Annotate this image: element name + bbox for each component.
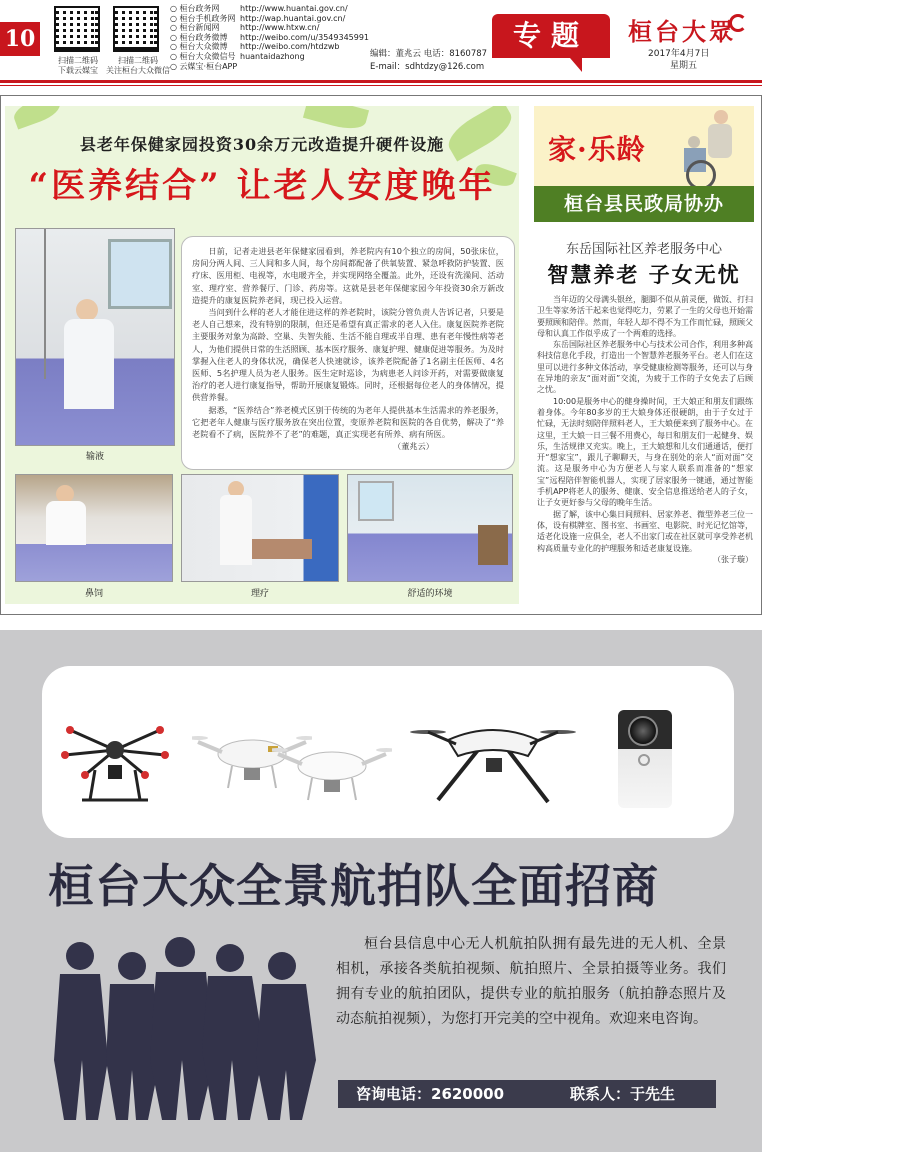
article-kicker: 县老年保健家园投资30余万元改造提升硬件设施 — [79, 135, 445, 154]
article-paragraph: 当年迈的父母满头银丝，腿脚不似从前灵便，做饭、打扫卫生等家务活干起来也觉得吃力，劳累了一生的父母也开始需要照顾和陪伴。然而，年轻人却不得不为工作而忙碌，照顾父母和认真工作似乎成了一个两难的选择。 — [537, 295, 753, 338]
section-topic-tab: 专题 — [492, 14, 610, 58]
link-row[interactable]: ○ 桓台手机政务网 http://wap.huantai.gov.cn/ — [170, 14, 369, 24]
link-row[interactable]: ○ 桓台大众微博 http://weibo.com/htdzwb — [170, 42, 369, 52]
newspaper-logo-icon — [729, 14, 747, 32]
right-article-headline: 智慧养老 子女无忧 — [547, 263, 741, 287]
contact-bar — [338, 1080, 716, 1108]
date-text: 2017年4月7日 — [648, 49, 710, 59]
qr-caption-wechat: 扫描二维码 关注桓台大众微信 — [106, 56, 170, 75]
photo-environment — [347, 474, 513, 582]
transforming-drone-icon — [408, 710, 578, 820]
team-silhouettes-icon — [50, 930, 320, 1130]
site-links — [170, 4, 369, 71]
article-paragraph: 当问到什么样的老人才能住进这样的养老院时，该院分管负责人告诉记者，只要是老人自己想来，没有特别的限制，但还是希望有真正需求的老人入住。康复医院养老院主要服务对象为高龄、空巢、失智失能、生活不能自理或半自理、患有老年慢性病等老人，为他们提供日常的生活照顾、基本医疗服务、康复护理、健康促进等服务。为及时掌握入住老人的身体状况，确保老人快速就诊，该养老院配备了1名副主任医师、4名医师、5名护理人员为老人服务。医生定时巡诊，为病患老人问诊开药，对需要做康复治疗的老人进行康复指导，帮助开展康复锻炼。同时，还根据每位老人的身体情况，提供营养餐。 — [192, 307, 504, 403]
page-header — [0, 0, 762, 92]
hexacopter-drone-icon — [60, 710, 170, 810]
wheelchair-illustration — [684, 110, 748, 186]
leaf-decoration — [11, 106, 64, 130]
article-paragraph: 东岳国际社区养老服务中心与技术公司合作，利用多种高科技信息化手段，打造出一个智慧养老服务平台。老人们在这里可以进行多种文体活动，享受健康检测等服务，还可以与身在异地的亲友“面对面”交流，为疲于工作的子女免去了后顾之忧。 — [537, 340, 753, 395]
link-row[interactable]: ○ 云媒宝·桓台APP — [170, 62, 369, 72]
article-paragraph: 日前，记者走进县老年保健家园看到，养老院内有10个独立的房间，50张床位，房间分两人间、三人间和多人间，每个房间都配备了供氧装置、紧急呼救防护装置、医疗床、医用柜、电视等，水电暖齐全，并实现网络全覆盖。此外，还设有洗澡间、活动室、理疗室、营养餐厅、门诊、药房等。这就是县老年保健家园今年投资30余万新改造提升的康复医院养老间，现已投入运营。 — [192, 246, 504, 305]
contact-person: 联系人：于先生 — [570, 1085, 676, 1103]
ad-body-text: 桓台县信息中心无人机航拍队拥有最先进的无人机、全景相机，承接各类航拍视频、航拍照片、全景拍摄等业务。我们拥有专业的航拍团队，提供专业的航拍服务（航拍静态照片及动态航拍视频），为您打开完美的空中视角。欢迎来电咨询。 — [336, 936, 726, 1027]
article-headline: “医养结合” 让老人安度晚年 — [28, 166, 496, 206]
ad-headline: 桓台大众全景航拍队全面招商 — [48, 859, 659, 913]
product-showcase — [42, 666, 734, 838]
newspaper-masthead: 桓台大眾 — [628, 17, 736, 46]
editor-info — [370, 48, 487, 74]
link-row[interactable]: ○ 桓台政务微博 http://weibo.com/u/3549345991 — [170, 33, 369, 43]
photo-infusion — [15, 228, 175, 446]
column-banner-title: 家·乐龄 — [548, 133, 646, 166]
link-row[interactable]: ○ 桓台政务网 http://www.huantai.gov.cn/ — [170, 4, 369, 14]
right-article-kicker: 东岳国际社区养老服务中心 — [565, 242, 722, 257]
editor-line: 编辑：董兆云 电话：8160787 — [370, 49, 488, 59]
leaf-decoration — [303, 106, 369, 134]
qr-code-wechat — [113, 6, 159, 52]
advertisement — [0, 630, 762, 1152]
article-paragraph: 据悉，“医养结合”养老模式区别于传统的为老年人提供基本生活需求的养老服务，它把老年人健康与医疗服务放在突出位置，变原养老院和医院的各自优势，解决了“养老院看不了病，医院养不了老”的难题，真正实现老有所养、病有所医。 — [192, 404, 504, 440]
panoramic-camera-icon — [618, 710, 672, 808]
article-byline: （张子璇） — [713, 554, 753, 564]
article-paragraph: 据了解，该中心集日间照料、居家养老、微型养老三位一体，设有棋牌室、图书室、书画室、电影院、时光记忆馆等，适老化设施一应俱全，老人不出家门或在社区就可享受养老机构高质量专业化的护理服务和适老康复设施。 — [537, 509, 753, 553]
link-row[interactable]: ○ 桓台大众微信号 huantaidazhong — [170, 52, 369, 62]
issue-date — [648, 48, 709, 72]
qr-caption-app: 扫描二维码 下载云媒宝 — [58, 56, 98, 75]
weekday-text: 星期五 — [670, 61, 698, 71]
qr-code-app — [54, 6, 100, 52]
photo-caption: 舒适的环境 — [407, 589, 453, 599]
ad-body — [336, 932, 726, 1032]
feature-frame — [0, 95, 762, 615]
right-article-body — [537, 294, 753, 606]
column-banner — [534, 106, 754, 222]
photo-caption: 鼻饲 — [84, 589, 103, 599]
article-paragraph: 10:00是服务中心的健身操时间，王大娘正和朋友们跟练着身体。今年80多岁的王大娘身体还很硬朗，由于子女过于忙碌，无法时刻陪伴照料老人，王大娘便来到了服务中心。在这里，王大娘一日三餐不用费心，每日和朋友们一起健身、娱乐，生活规律又充实。晚上，王大娘想和儿女们通通话，便打开“想家宝”，跟儿子聊聊天，与身在别处的亲人“面对面”交流。这是服务中心为方便老人与家人联系而准备的“想家宝”远程陪伴智能机器人，实现了居家服务一键通，通过智能手机APP将老人的服务、健康、安全信息推送给老人的子女，让子女更好参与父母的晚年生活。 — [537, 396, 753, 508]
article-byline: （董兆云） — [393, 441, 434, 452]
left-article — [5, 106, 519, 604]
photo-caption: 输液 — [85, 452, 104, 462]
quadcopter-drone-icon — [272, 736, 392, 816]
link-row[interactable]: ○ 桓台新闻网 http://www.htxw.cn/ — [170, 23, 369, 33]
email-line: E-mail：sdhtdzy@126.com — [370, 62, 485, 72]
column-banner-subtitle: 桓台县民政局协办 — [534, 186, 754, 222]
photo-nasal-feeding — [15, 474, 173, 582]
contact-phone[interactable]: 咨询电话：2620000 — [356, 1085, 505, 1103]
header-rule-thin — [0, 85, 762, 86]
page-number: 10 — [0, 22, 40, 56]
photo-caption: 理疗 — [250, 589, 269, 599]
header-rule — [0, 80, 762, 83]
article-body — [181, 236, 515, 470]
photo-physiotherapy — [181, 474, 339, 582]
